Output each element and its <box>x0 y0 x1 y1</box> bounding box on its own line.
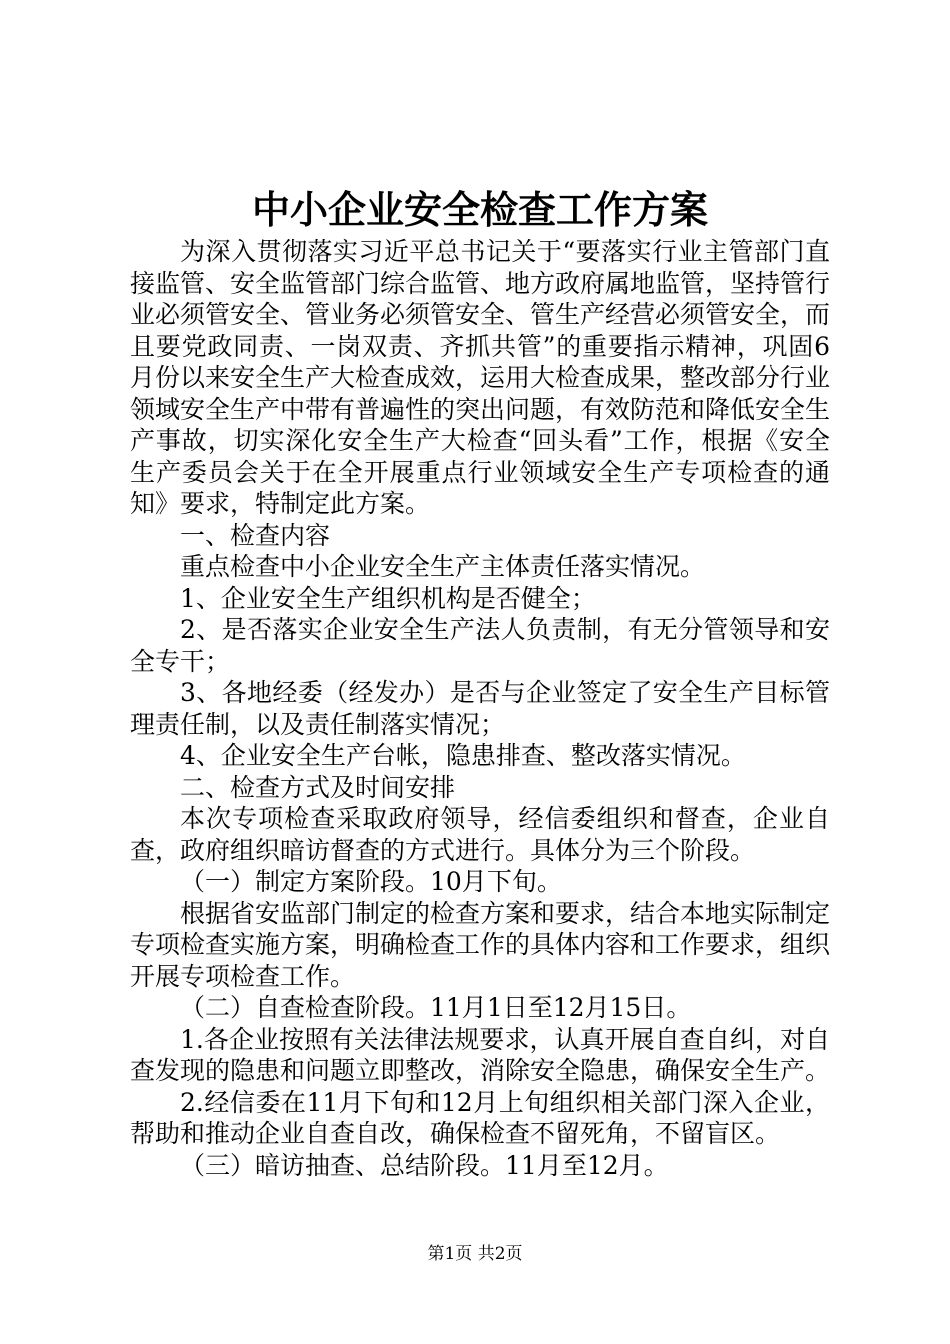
paragraph-intro: 为深入贯彻落实习近平总书记关于“要落实行业主管部门直接监管、安全监管部门综合监管、地方政府属地监管，坚持管行业必须管安全、管业务必须管安全、管生产经营必须管安全，而且要党政同责、一岗双责、齐抓共管”的重要指示精神，巩固6月份以来安全生产大检查成效，运用大检查成果，整改部分行业领域安全生产中带有普遍性的突出问题，有效防范和降低安全生产事故，切实深化安全生产大检查“回头看”工作，根据《安全生产委员会关于在全开展重点行业领域安全生产专项检查的通知》要求，特制定此方案。 <box>130 237 831 518</box>
list-item-2: 2、是否落实企业安全生产法人负责制，有无分管领导和安全专干； <box>130 615 830 676</box>
stage-heading-2: （二）自查检查阶段。11月1日至12月15日。 <box>180 993 692 1022</box>
stage-heading-3: （三）暗访抽查、总结阶段。11月至12月。 <box>180 1150 669 1180</box>
paragraph-stage-2-item-2: 2.经信委在11月下旬和12月上旬组织相关部门深入企业，帮助和推动企业自查自改，确保检查不留死角，不留盲区。 <box>130 1087 830 1148</box>
section-heading-method-schedule: 二、检查方式及时间安排 <box>180 772 456 802</box>
document-page <box>130 184 830 1181</box>
list-item-1: 1、企业安全生产组织机构是否健全； <box>180 583 596 613</box>
section-heading-inspection-content: 一、检查内容 <box>180 520 331 550</box>
list-item-4: 4、企业安全生产台帐，隐患排查、整改落实情况。 <box>180 741 746 770</box>
stage-heading-1: （一）制定方案阶段。10月下旬。 <box>180 867 562 896</box>
paragraph-stage-2-item-1: 1.各企业按照有关法律法规要求，认真开展自查自纠，对自查发现的隐患和问题立即整改，消除安全隐患，确保安全生产。 <box>130 1024 831 1085</box>
paragraph-focus: 重点检查中小企业安全生产主体责任落实情况。 <box>180 552 706 581</box>
document-body <box>130 236 830 1181</box>
page-footer: 第1页 共2页 <box>427 1244 523 1264</box>
paragraph-stage-1: 根据省安监部门制定的检查方案和要求，结合本地实际制定专项检查实施方案，明确检查工作的具体内容和工作要求，组织开展专项检查工作。 <box>130 898 831 991</box>
list-item-3: 3、各地经委（经发办）是否与企业签定了安全生产目标管理责任制，以及责任制落实情况； <box>130 678 830 739</box>
document-title: 中小企业安全检查工作方案 <box>251 188 708 232</box>
paragraph-method: 本次专项检查采取政府领导，经信委组织和督查，企业自查，政府组织暗访督查的方式进行。具体分为三个阶段。 <box>130 804 830 865</box>
